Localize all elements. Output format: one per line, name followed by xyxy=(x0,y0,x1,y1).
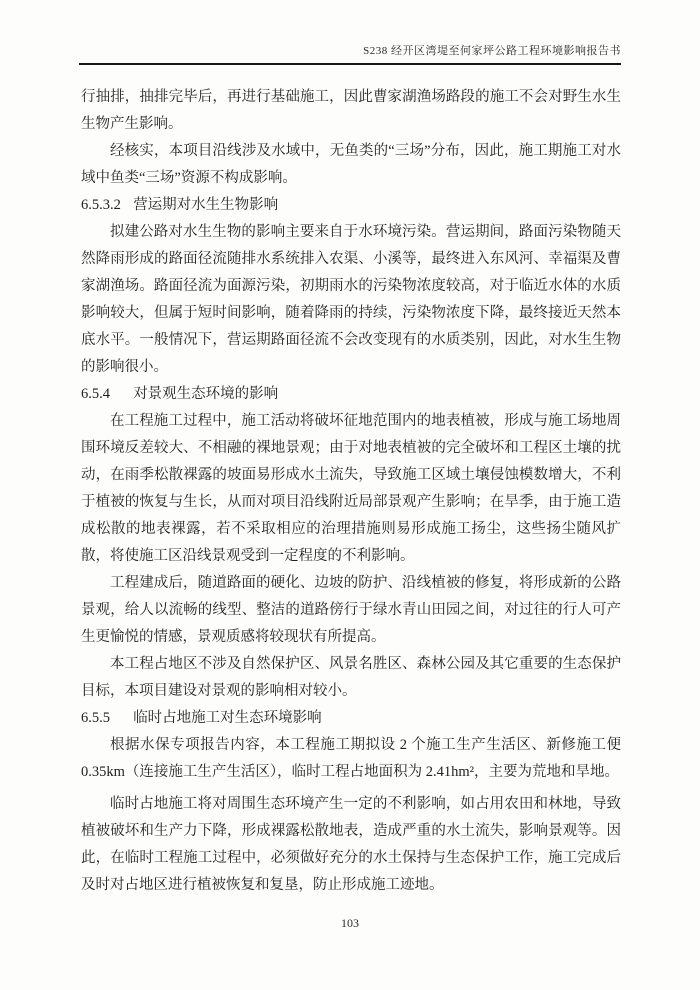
section-heading-6-5-4 xyxy=(81,381,621,408)
page-footer xyxy=(0,916,700,931)
paragraph: 工程建成后，随道路面的硬化、边坡的防护、沿线植被的修复，将形成新的公路景观，给人以流畅的线型、整洁的道路傍行于绿水青山田园之间，对过往的行人可产生更愉悦的情感，景观质感将较现状有所提高。 xyxy=(81,575,621,645)
page-body xyxy=(81,84,621,899)
paragraph: 经核实，本项目沿线涉及水域中，无鱼类的“三场”分布，因此，施工期施工对水域中鱼类“三场”资源不构成影响。 xyxy=(81,143,621,186)
paragraph: 本工程占地区不涉及自然保护区、风景名胜区、森林公园及其它重要的生态保护目标，本项目建设对景观的影响相对较小。 xyxy=(81,656,621,699)
paragraph-continued: 行抽排，抽排完毕后，再进行基础施工，因此曹家湖渔场路段的施工不会对野生水生生物产生影响。 xyxy=(81,89,621,132)
section-number: 6.5.4 xyxy=(81,386,110,402)
paragraph: 拟建公路对水生生物的影响主要来自于水环境污染。营运期间，路面污染物随天然降雨形成的路面径流随排水系统排入农渠、小溪等，最终进入东风河、幸福渠及曹家湖渔场。路面径流为面源污染，初期雨水的污染物浓度较高，对于临近水体的水质影响较大，但属于短时间影响，随着降雨的持续，污染物浓度下降，最终接近天然本底水平。一般情况下，营运期路面径流不会改变现有的水质类别，因此，对水生生物的影响很小。 xyxy=(81,224,621,375)
section-number: 6.5.5 xyxy=(81,710,110,726)
section-title: 对景观生态环境的影响 xyxy=(133,386,279,402)
paragraph: 临时占地施工将对周围生态环境产生一定的不利影响，如占用农田和林地，导致植被破坏和生产力下降，形成裸露松散地表，造成严重的水土流失，影响景观等。因此，在临时工程施工过程中，必须做好充分的水土保持与生态保护工作，施工完成后及时对占地区进行植被恢复和复垦，防止形成施工迹地。 xyxy=(81,796,621,893)
page-number: 103 xyxy=(341,916,359,930)
report-title: S238 经开区湾堤至何家坪公路工程环境影响报告书 xyxy=(363,45,621,57)
section-number: 6.5.3.2 xyxy=(81,197,121,213)
section-heading-6-5-5 xyxy=(81,705,621,732)
section-title: 营运期对水生生物影响 xyxy=(133,197,279,213)
page-header xyxy=(79,42,621,65)
paragraph: 在工程施工过程中，施工活动将破坏征地范围内的地表植被，形成与施工场地周围环境反差较大、不相融的裸地景观；由于对地表植被的完全破坏和工程区土壤的扰动，在雨季松散裸露的坡面易形成水土流失，导致施工区域土壤侵蚀模数增大，不利于植被的恢复与生长，从而对项目沿线附近局部景观产生影响；在旱季，由于施工造成松散的地表裸露，若不采取相应的治理措施则易形成施工扬尘，这些扬尘随风扩散，将使施工区沿线景观受到一定程度的不利影响。 xyxy=(81,413,621,564)
paragraph: 根据水保专项报告内容，本工程施工期拟设 2 个施工生产生活区、新修施工便0.35km（连接施工生产生活区），临时工程占地面积为 2.41hm²，主要为荒地和旱地。 xyxy=(81,737,621,780)
section-heading-6-5-3-2 xyxy=(81,192,621,219)
section-title: 临时占地施工对生态环境影响 xyxy=(133,710,322,726)
